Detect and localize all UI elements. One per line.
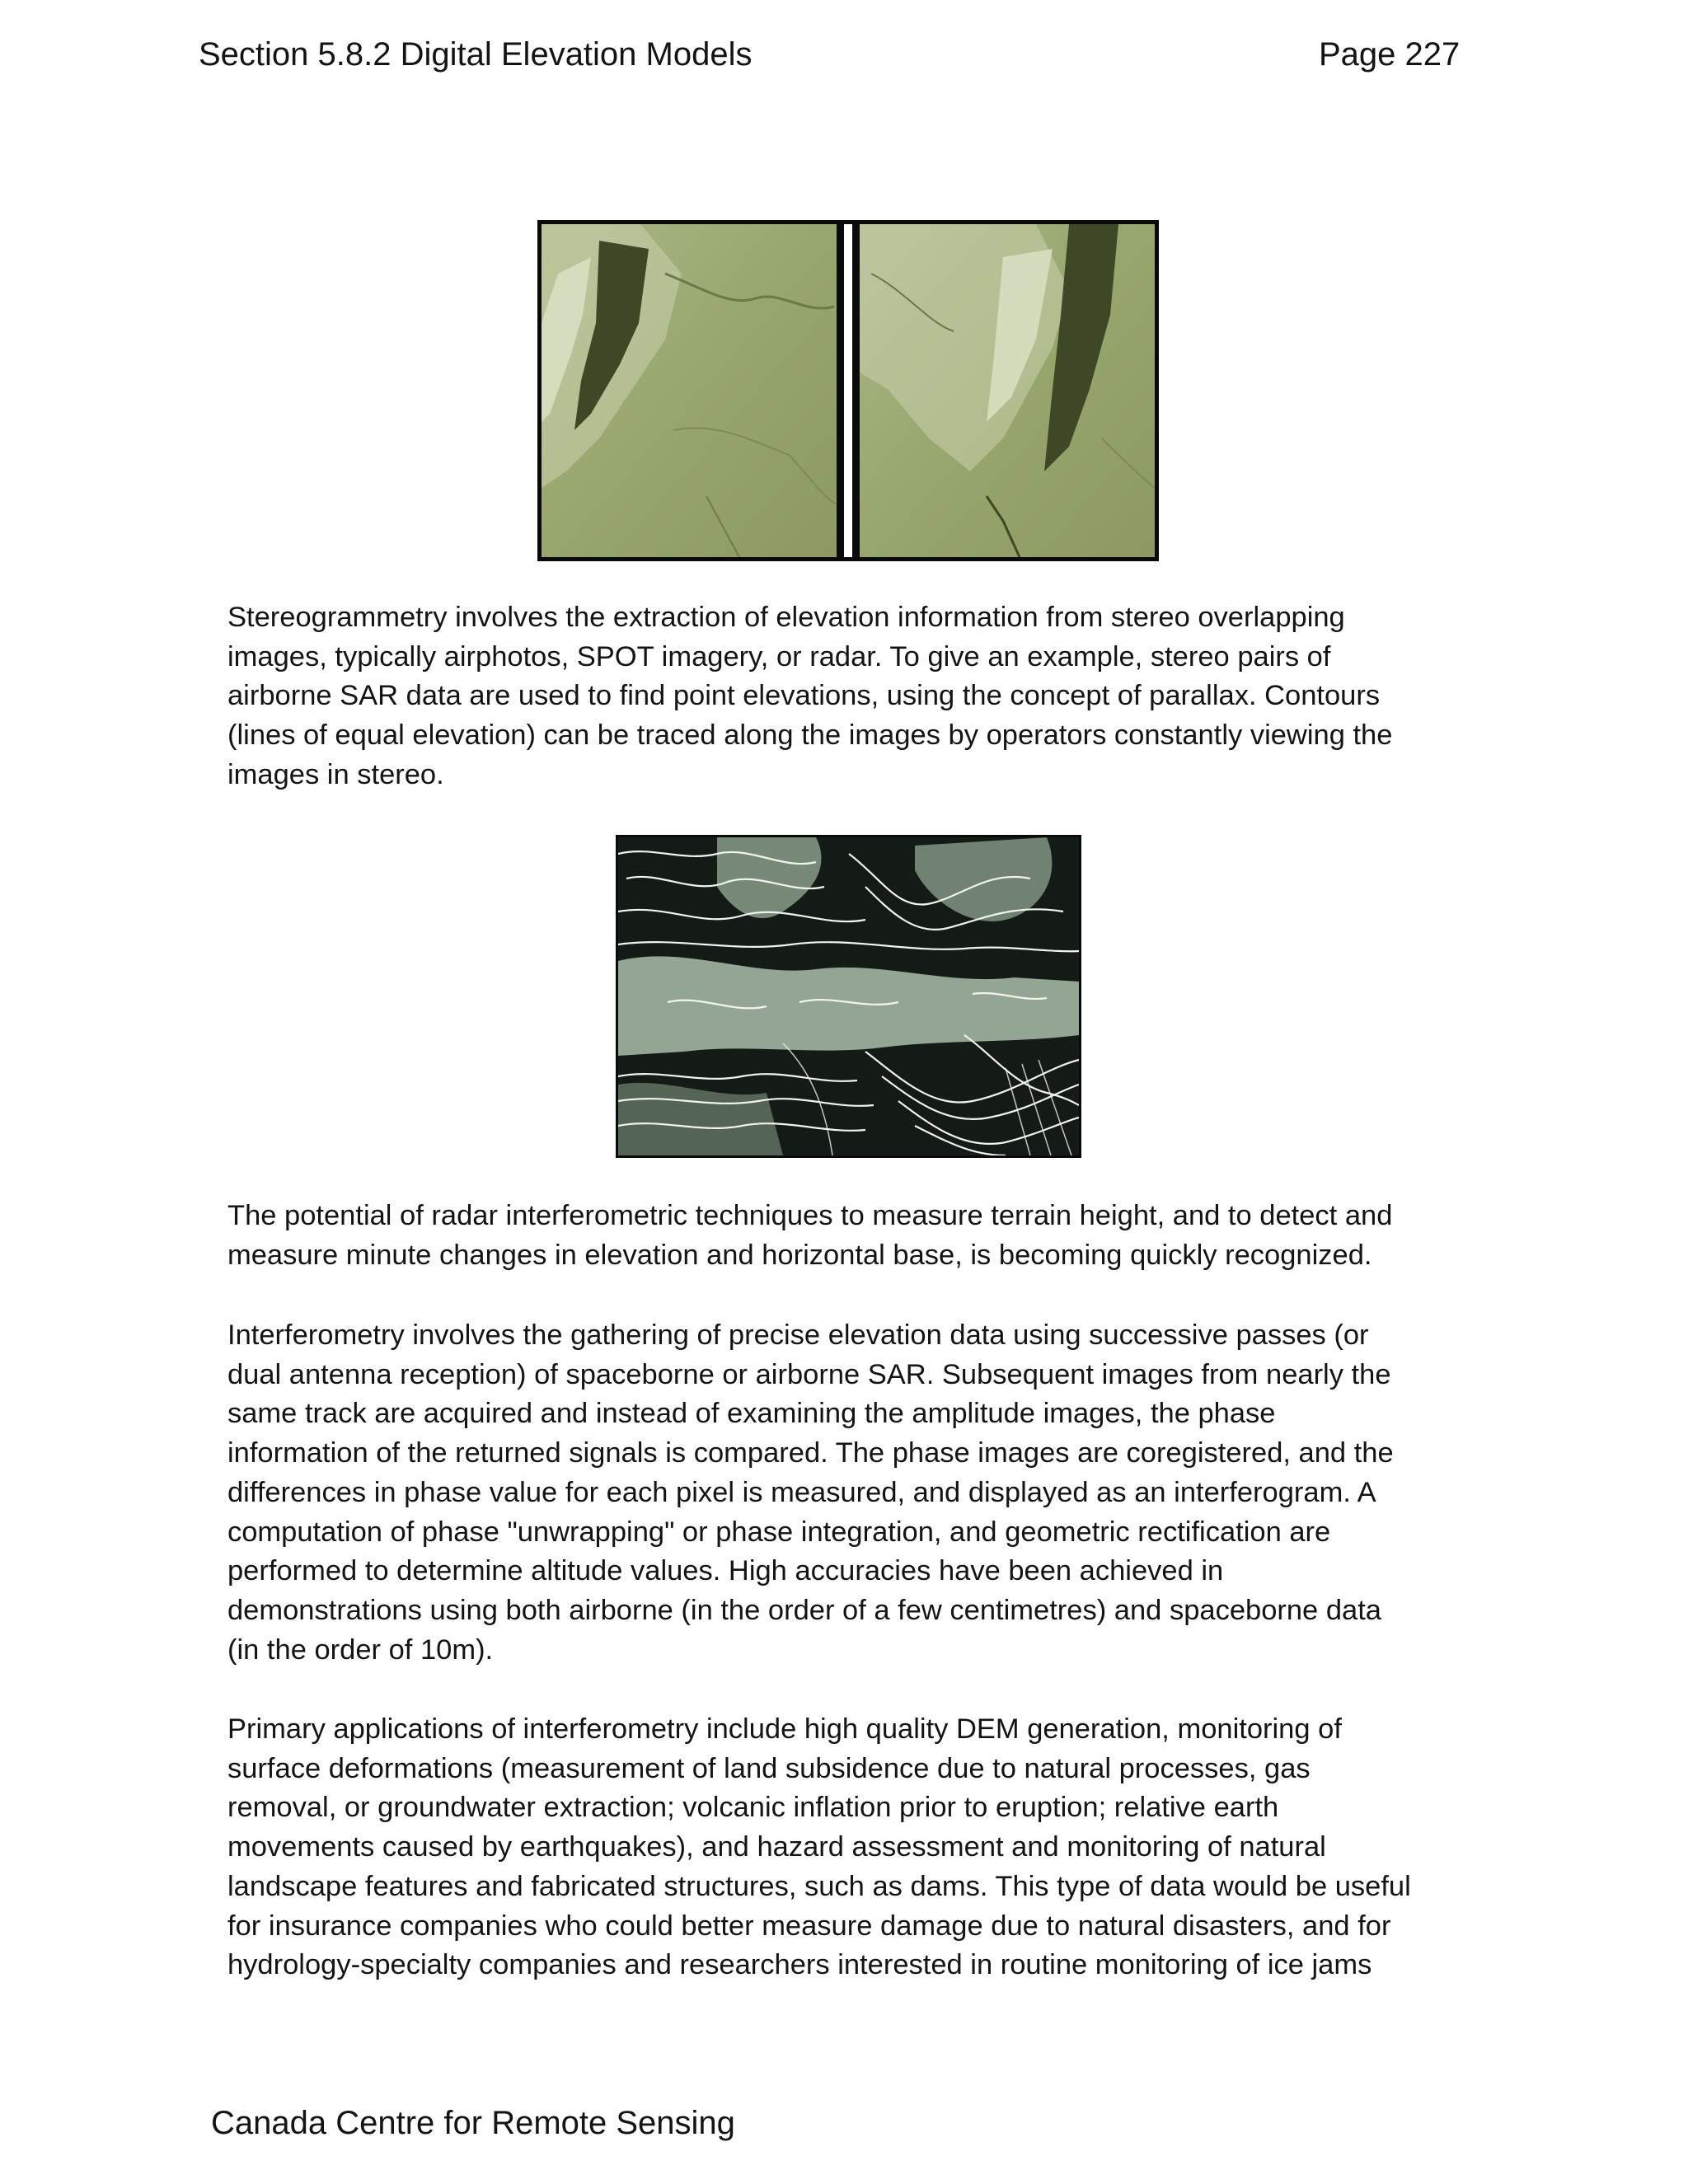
text-line: Interferometry involves the gathering of precise elevation data using successive passes (or: [227, 1319, 1369, 1351]
stereo-pair-graphic: [542, 224, 1155, 557]
text-line: dual antenna reception) of spaceborne or airborne SAR. Subsequent images from nearly the: [227, 1358, 1391, 1390]
text-line: airborne SAR data are used to find point elevations, using the concept of parallax. Contours: [227, 680, 1381, 712]
text-line: removal, or groundwater extraction; volcanic inflation prior to eruption; relative earth: [227, 1792, 1279, 1824]
paragraph-radar-interferometric-potential: [227, 1197, 1480, 1275]
text-line: (lines of equal elevation) can be traced along the images by operators constantly viewing the: [227, 719, 1393, 752]
stereo-pair-image: [537, 220, 1159, 561]
text-line: for insurance companies who could better measure damage due to natural disasters, and for: [227, 1910, 1391, 1942]
text-line: hydrology-specialty companies and researchers interested in routine monitoring of ice jams: [227, 1949, 1372, 1981]
paragraph-interferometry: [227, 1316, 1480, 1670]
page-number: Page 227: [1319, 36, 1461, 73]
text-line: images, typically airphotos, SPOT imagery, or radar. To give an example, stereo pairs of: [227, 640, 1331, 673]
text-line: (in the order of 10m).: [227, 1633, 494, 1666]
text-line: demonstrations using both airborne (in the order of a few centimetres) and spaceborne data: [227, 1594, 1381, 1626]
text-line: performed to determine altitude values. High accuracies have been achieved in: [227, 1555, 1224, 1587]
text-line: differences in phase value for each pixel is measured, and displayed as an interferogram. A: [227, 1476, 1376, 1508]
section-title: Section 5.8.2 Digital Elevation Models: [199, 36, 753, 73]
text-line: images in stereo.: [227, 758, 444, 790]
text-line: landscape features and fabricated structures, such as dams. This type of data would be useful: [227, 1870, 1411, 1902]
text-line: Stereogrammetry involves the extraction of elevation information from stereo overlapping: [227, 602, 1345, 633]
text-line: measure minute changes in elevation and horizontal base, is becoming quickly recognized.: [227, 1239, 1372, 1271]
text-line: movements caused by earthquakes), and hazard assessment and monitoring of natural: [227, 1831, 1326, 1863]
paragraph-stereogrammetry: [227, 598, 1480, 795]
text-line: information of the returned signals is compared. The phase images are coregistered, and the: [227, 1437, 1394, 1469]
contour-overlay-image: [616, 835, 1081, 1158]
text-line: Primary applications of interferometry include high quality DEM generation, monitoring of: [227, 1713, 1342, 1745]
footer-organization: Canada Centre for Remote Sensing: [211, 2105, 735, 2141]
text-line: computation of phase "unwrapping" or phase integration, and geometric rectification are: [227, 1516, 1331, 1548]
text-line: The potential of radar interferometric techniques to measure terrain height, and to detect and: [227, 1200, 1393, 1231]
contour-overlay-graphic: [618, 837, 1079, 1155]
paragraph-applications: [227, 1710, 1480, 1985]
text-line: same track are acquired and instead of examining the amplitude images, the phase: [227, 1398, 1276, 1430]
text-line: surface deformations (measurement of land subsidence due to natural processes, gas: [227, 1752, 1311, 1784]
